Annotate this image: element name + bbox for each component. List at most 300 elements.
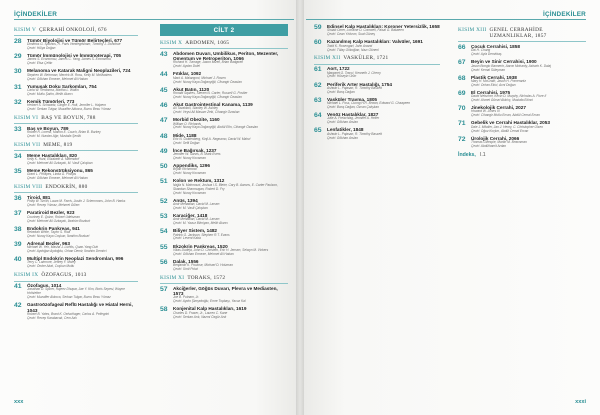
chapter-title: Fıtıklar, 1092 [173,71,202,77]
index-page: I.1 [479,151,486,158]
part-title: TORAKS, 1572 [187,274,226,281]
index-label: İndeks, [458,151,476,158]
chapter-authors: Amir Mehadian, David M. Larsen [173,217,220,222]
chapter-translator: Çeviri: Mutlu Şahin, Melih Akıncı [27,91,73,96]
part-label: KISIM V [14,27,37,33]
entry-body [173,117,288,130]
chapter-number: 38 [14,225,22,233]
part-heading [14,272,138,278]
chapter-translator: Çeviri: Gökhan Arslan [327,120,358,125]
part-title: GENEL CERRAHİDE UZMANLIKLAR, 1857 [489,27,547,40]
chapter-number: 60 [314,39,322,47]
chapter-number: 28 [14,37,22,45]
toc-entry [160,198,288,211]
chapter-translator: Çeviri: Efsa Çeltin [27,61,53,66]
entry-body [27,84,138,97]
chapter-title: Kolon ve Rektum, 1312 [173,178,225,184]
toc-entry [458,120,586,133]
chapter-title: Paratiroid Bezler, 923 [27,210,75,216]
toc-entry [458,44,586,57]
chapter-number: 66 [458,44,466,51]
part-label: KISIM XIII [458,27,487,33]
chapter-number: 63 [314,96,322,104]
chapter-title: Akut Batın, 1120 [173,86,210,92]
chapter-number: 69 [458,89,466,97]
book-gutter [296,0,304,415]
head-rule-left [14,19,294,20]
chapter-title: Adrenal Bezler, 963 [27,240,70,246]
chapter-translator: Çeviri: Aydoğan Aydoğdu, Orhan Demir, İbrahim Demirci [27,249,107,254]
chapter-number: 39 [14,240,22,248]
chapter-title: Akciğerler, Göğüs Duvarı, Plevra ve Mediasten, 1573 [173,285,278,297]
toc-entry [160,259,288,272]
chapter-number: 57 [160,285,168,293]
chapter-number: 55 [160,243,168,251]
toc-entry [14,256,138,269]
part-rule [14,281,138,282]
chapter-title: Lenfatikler, 1848 [327,127,364,133]
chapter-number: 70 [458,105,466,113]
chapter-translator: Çeviri: Recep Karabacak, Cem Azlı [27,315,77,320]
chapter-translator: Çeviri: Ahmet Gürsel Akkılıç, Mustafa Ekinci [471,98,533,103]
chapter-translator: Çeviri: Oğuz Koçkın, Abdül Cemal Ercan [471,128,529,133]
chapter-number: 72 [458,135,466,143]
chapter-title: Mide, 1188 [173,132,197,138]
chapter-title: Baş ve Boyun, 789 [27,125,69,131]
chapter-translator: Çeviri: Ayla Demirbaş [471,52,502,57]
chapter-number: 29 [14,53,22,61]
chapter-number: 47 [160,117,168,125]
chapter-authors: James S. Economou, James C. Yang, James S. Economou [27,57,111,62]
toc-entry [458,105,586,118]
chapter-authors: Shuab Omer, Lorraine D. Cornwell, Faisal G. Bakaeen [327,28,404,33]
toc-entry [160,87,288,100]
chapter-number: 36 [14,195,22,202]
part-label: KISIM XII [314,55,341,62]
entry-body [173,133,288,146]
chapter-authors: William O. Richards [173,121,201,126]
running-head-left: İÇİNDEKİLER [14,11,58,18]
chapter-title: Akut Gastrointestinal Kanama, 1139 [173,101,253,107]
chapter-title: Anüs, 1394 [173,197,198,203]
index-entry [458,152,586,158]
chapter-authors: Mary H. McGrath, Jason H. Pomerantz [471,78,526,83]
chapter-title: Endokrin Pankreas, 941 [27,225,80,231]
toc-entry [14,210,138,223]
chapter-translator: Çeviri: Nuray Kocaman [173,171,206,176]
chapter-translator: Çeviri: Nuray Kaya Coşkun, İbrahim Bozkurt [27,233,90,238]
entry-body [173,228,288,241]
chapter-authors: Ali Tavakkoli, Stanley W. Ashley [173,106,218,111]
chapter-number: 67 [458,59,466,67]
chapter-authors: Michael L. Foss, Cuong H.R. Brown, Edward G. Chaapeen [327,101,411,106]
chapter-authors: Howard W. Jones III [471,109,500,114]
chapter-authors: Richard H. Turnage, Jason Mizell, Brian Badgwell [173,60,243,65]
part-rule [314,64,440,65]
chapter-authors: Vikas Dudeja, John D. Christein, Eric H. Jensen, Selwyn M. Vickers [173,247,269,252]
chapter-title: İnce Bağırsak, 1237 [173,147,217,153]
chapter-title: Beyin ve Sinir Cerrahisi, 1900 [471,59,537,65]
chapter-number: 71 [458,120,466,128]
chapter-title: Konjenital Kalp Hastalıkları, 1619 [173,306,247,312]
toc-entry [314,24,440,37]
chapter-authors: Thomas Gillespie, Martin M. Brownman [471,140,527,145]
chapter-translator: Çeviri: Kemal Süleyman [471,67,506,72]
toc-entry [160,163,288,176]
entry-body [327,82,440,95]
toc-entry [458,136,586,149]
entry-body [27,302,138,320]
chapter-translator: Çeviri: Serkan Arık, Nazmi Özgür Arık [173,314,227,319]
entry-body [27,38,138,51]
entry-body [27,99,138,112]
toc-entry [14,38,138,51]
volume-banner: CİLT 2 [160,24,288,36]
chapter-translator: Çeviri: Aydan Dolel [173,64,200,69]
entry-body [471,105,586,118]
entry-body [173,259,288,272]
chapter-number: 64 [314,112,322,120]
chapter-authors: Herbert S. Schwartz, Ginger E. Holt, Jennifer L. Halpern [27,103,107,108]
toc-entry [14,153,138,166]
entry-body [173,286,288,304]
chapter-authors: Benjamin K. Poulose, Michael D. Holzman [173,263,233,268]
chapter-title: Özofagus, 1014 [27,283,62,289]
entry-body [173,148,288,161]
chapter-number: 56 [160,258,168,266]
entry-body [173,178,288,195]
toc-entry [160,117,288,130]
entry-body [27,53,138,66]
chapter-translator: Çeviri: Nuray Kaya Doğanyiğit, Cihangir Özaslan [173,79,242,84]
chapter-translator: Çeviri: Mehmet Ali Ozkayalı, İbrahim Bozkurt [27,218,91,223]
entry-body [173,306,288,319]
chapter-translator: Çeviri: Barış Dağan, Özcan Çalışkan [327,105,379,109]
chapter-title: Jinekolojik Cerrahi, 2027 [471,105,526,111]
chapter-title: Tiroid, 881 [27,195,51,200]
left-page-column-2 [160,24,288,322]
part-rule [14,123,138,124]
toc-entry [314,39,440,52]
part-rule [14,35,138,36]
chapter-authors: Ronald Squires, Steven N. Carter, Russell G. Postier [173,90,248,95]
chapter-authors: Mark A. Malangoni, Michael J. Rosen [173,75,226,80]
chapter-translator: Çeviri: Nuray Kocaman [173,190,206,195]
chapter-title: Edinsel Kalp Hastalıkları: Koroner Yetersizlik, 1658 [327,24,440,29]
chapter-number: 53 [160,212,168,220]
chapter-authors: Grant L. Phillipes, Linda G. Phillips [27,172,77,177]
part-rule [160,48,288,49]
chapter-title: Kazanılmış Kalp Hastalıkları: Valvüler, 1691 [327,39,423,45]
chapter-authors: Terry C. Lairmore, Jeffrey F. Moley [27,260,76,265]
chapter-translator: Çeviri: Recep Yılmaz, Mehmet Gülen [27,203,80,208]
chapter-authors: Najjia N. Mahmoud, Joshua I.S. Bleier, Cary B. Aarons, E. Carter Paulson, Skandan Shanmugan, Robert D. Fry [173,182,278,191]
chapter-translator: Çeviri: Gökhan Ermeze, Mehmet Ali Hakan [27,76,88,81]
chapter-translator: Çeviri: Hüseyin Ürün [327,74,357,79]
chapter-number: 31 [14,83,22,91]
toc-entry [160,286,288,304]
entry-body [173,87,288,100]
toc-entry [314,82,440,95]
toc-entry [160,71,288,84]
chapter-title: Appendiks, 1296 [173,163,210,169]
part-rule [458,41,586,42]
entry-body [173,198,288,211]
chapter-title: Karaciğer, 1418 [173,212,208,218]
chapter-number: 65 [314,127,322,135]
chapter-authors: Eric N. Goldenberg, Kinji A. Negnamo, David W. Mahvi [173,136,251,141]
entry-body [173,163,288,176]
chapter-authors: Jonathan D. Spicer, Rajeev Dhupar, Jae Y. Kim, Boris Sepesi, Wayne Hofstetter [27,287,125,296]
chapter-title: Vasküler Travma, 1805 [327,96,378,102]
entry-body [27,168,138,181]
part-title: MEME, 819 [43,142,73,148]
chapter-authors: Dai H. Chung [471,48,491,53]
toc-entry [458,59,586,72]
entry-body [173,102,288,115]
part-label: KISIM VI [14,115,39,122]
chapter-translator: Çeviri: Serkan Tulgar, Muzaffer Akkoca, Burcu Besu Yılmaz [27,107,111,112]
toc-entry [458,75,586,88]
entry-body [327,39,440,52]
chapter-translator: Çeviri: Veysi Ali Masum Zeki, Cihangir Özaslan [173,110,240,115]
toc-entry [14,53,138,66]
chapter-authors: Carla W. Verdonna, Martha L. Wallin [27,87,79,92]
right-page-column-2 [458,24,586,158]
chapter-title: Meme Rekonstrüksiyonu, 865 [27,168,93,174]
chapter-translator: Çeviri: Nuray Kocaman [173,156,206,161]
chapter-authors: Robert B. Yates, Brant K. Oelschlager, Carlos A. Pellegrini [27,311,109,316]
part-title: ÖZOFAGUS, 1013 [41,272,87,279]
chapter-translator: Çeviri: Hülya Doğan [27,46,56,50]
entry-body [27,195,138,208]
part-rule [14,192,138,193]
entry-body [327,97,440,110]
chapter-number: 58 [160,306,168,314]
chapter-title: Meme Hastalıkları, 820 [27,152,78,158]
part-heading [314,55,440,61]
entry-body [27,241,138,254]
part-title: ENDOKRİN, 880 [45,184,88,191]
chapter-number: 52 [160,197,168,205]
entry-body [471,90,586,103]
chapter-translator: Çeviri: Sefil Doğan [173,140,200,145]
chapter-authors: Bryan Richmond [173,167,197,172]
chapter-title: Venöz Hastalıklar, 1827 [327,112,379,118]
chapter-translator: Çeviri: Ümit Polat [173,267,198,272]
chapter-title: Melanoma ve Katarak Maligni Neoplazileri, 724 [27,68,131,74]
chapter-title: Multipl Endokrin Neoplazi Sendromları, 996 [27,256,124,262]
entry-body [471,44,586,57]
chapter-authors: Rebekah White, Taylor S. Riall [27,229,71,234]
chapter-number: 50 [160,163,168,171]
chapter-translator: Çeviri: Abdülhamit Ardan [471,143,507,148]
chapter-authors: Joe B. Putnam, Jr. [173,295,200,300]
toc-entry [160,306,288,319]
chapter-authors: Kelly K. Hunt, Elizabeth A. Mittendorf [27,157,80,162]
chapter-number: 49 [160,147,168,155]
chapter-number: 41 [14,283,22,291]
chapter-number: 40 [14,256,22,264]
part-title: ABDOMEN, 1065 [185,40,230,46]
entry-body [173,244,288,257]
toc-entry [14,226,138,239]
toc-entry [160,213,288,226]
part-heading [14,184,138,190]
chapter-authors: Courtney E. Quinn, Robert Udelsman [27,214,80,219]
toc-entry [14,302,138,320]
folio-left: xxx [14,399,24,405]
toc-entry [14,126,138,139]
toc-entry [314,112,440,125]
part-label: KISIM IX [14,272,39,279]
toc-entry [14,99,138,112]
chapter-translator: Çeviri: M. Yavuz Bilmiyan, Melih Akıncı [173,221,228,226]
toc-entry [160,244,288,257]
chapter-translator: Çeviri: Orhan Ekici, Avni Doğan [471,82,516,87]
chapter-number: 45 [160,86,168,94]
chapter-authors: Todd K. Rosengart, John Anand [327,43,373,48]
chapter-translator: Çeviri: Cihangir Mutlu Ercan, Abdül Cemal Ercan [471,113,540,118]
chapter-number: 42 [14,302,22,310]
chapter-translator: Çeviri: Ozan Yıldırım, Suat Güneş [327,32,375,37]
chapter-translator: Çeviri: Gökhan Ermeze, Mehmet Ali Hakan [27,176,88,181]
part-heading [458,27,586,39]
chapter-translator: Çeviri: Barış Dağan [327,89,355,94]
chapter-translator: Çeviri: Gökhan Ermeze, Mehmet Ali Hakan [173,251,234,256]
chapter-authors: Robert R. Lorenz, Marion E. Couch, Brian B. Burkey [27,130,101,135]
entry-body [173,71,288,84]
chapter-authors: Jason Bongio Bannerin, Aaron Mohanty, Ashwin K. Dalaj [471,63,551,68]
entry-body [173,213,288,226]
chapter-translator: Çeviri: Önder Akat, Coşkun Mutlu [27,264,75,269]
chapter-title: Çocuk Cerrahisi, 1858 [471,44,520,49]
right-page [300,0,600,415]
chapter-authors: Amir Mehadian, David M. Larsen [173,201,220,206]
chapter-title: Gebelik ve Cerrahi Hastalıklar, 2053 [471,120,550,126]
part-title: ÇERRAHİ ONKOLOJİ, 676 [39,27,107,33]
chapter-authors: Michael W. Yeh, Masha J. Livhits, Quan-Yang Duh [27,245,99,250]
chapter-number: 48 [160,132,168,140]
chapter-title: Gastroözofageal Reflü Hastalığı ve Hiatal Herni, 1043 [27,302,133,313]
running-head-right: İÇİNDEKİLER [542,11,586,18]
chapter-translator: Çeviri: M. Nurdan Ağır, Mustafa Şenlik [27,134,81,139]
part-heading [14,142,138,148]
chapter-title: Plastik Cerrahi, 1938 [471,74,517,80]
toc-entry [314,97,440,110]
chapter-translator: Çeviri: Levent Kaba [173,236,201,241]
toc-entry [314,127,440,140]
entry-body [471,136,586,149]
entry-body [27,283,138,300]
right-page-column-1 [314,24,440,143]
chapter-authors: Margaret G. Tracci, Kenneth J. Cherry [327,70,381,75]
toc-entry [14,68,138,81]
chapter-number: 51 [160,178,168,186]
part-heading [160,275,288,281]
entry-body [327,112,440,125]
part-label: KISIM VII [14,142,41,148]
chapter-authors: Dimitrios G. Spikhos, R. Paris Vendegrisham, Timothy J. Donohue [27,42,121,47]
part-heading [14,115,138,121]
chapter-title: Aort, 1722 [327,66,350,72]
entry-body [27,68,138,81]
toc-entry [160,102,288,115]
folio-right: xxxi [575,399,586,405]
chapter-translator: Çeviri: Gökhan Arslan [327,135,358,140]
chapter-authors: David Netscher, Kevin D. Murphy, Nicholas A. Fiore II [471,94,547,99]
part-title: BAŞ VE BOYUN, 788 [41,115,96,122]
chapter-authors: Julie A. Freischlag, Jennifer A. Heller [327,116,380,121]
chapter-number: 61 [314,66,322,74]
entry-body [173,51,288,69]
chapter-authors: Dale J. Mitaller, Jan J. Henry, C. Christopher Olsen [471,124,543,129]
entry-body [27,126,138,139]
chapter-number: 44 [160,71,168,79]
chapter-number: 34 [14,152,22,160]
chapter-title: Periferik Arter Hastalığı, 1754 [327,81,392,87]
chapter-translator: Çeviri: Nuray Kaya Doğanyiğit, Cihangir Özaslan [173,94,242,99]
toc-entry [160,228,288,241]
entry-body [327,66,440,79]
chapter-number: 68 [458,74,466,82]
toc-entry [160,51,288,69]
chapter-title: El Cerrahisi, 1975 [471,89,511,95]
entry-body [27,256,138,269]
part-heading [14,27,138,33]
chapter-title: Tümör Biyolojisi ve Tümör Belirteçleri, 677 [27,37,123,43]
part-label: KISIM XI [160,274,185,281]
entry-body [327,24,440,37]
toc-entry [160,133,288,146]
chapter-title: Biliyer Sistem, 1482 [173,228,218,234]
chapter-authors: Patrick G. Jackson, Stephen R.T. Evans [173,232,230,237]
toc-entry [14,168,138,181]
entry-body [27,226,138,239]
chapter-number: 62 [314,81,322,89]
toc-entry [160,178,288,195]
chapter-translator: Çeviri: Nuray Kaya Doğanyiğit, Abdül Etin, Cihangir Özaslan [173,125,258,130]
entry-body [27,210,138,223]
chapter-number: 35 [14,168,22,176]
chapter-number: 54 [160,228,168,236]
chapter-authors: Charles D. Fraser, Jr., Lauren C. Kane [173,310,228,315]
chapter-number: 59 [314,24,322,31]
head-rule-right [306,19,586,20]
chapter-translator: Çeviri: M. Vasfi Çalışkan [173,205,208,210]
toc-entry [160,148,288,161]
toc-entry [14,283,138,300]
chapter-translator: Çeviri: Muzaffer Akkoca, Serkan Tulgar, Burcu Besu Yılmaz [27,295,111,300]
chapter-title: Tümör İmmünolojisi ve İmmünoterapi, 705 [27,53,122,59]
chapter-title: Morbid Obezite, 1160 [173,117,220,123]
chapter-title: Ekzokrin Pankreas, 1520 [173,243,228,249]
chapter-title: Ürolojik Cerrahi, 2066 [471,135,520,141]
entry-body [327,127,440,140]
chapter-authors: Stephen W. Behrman, Merrick M. Ross, Kelly M. McMasters [27,72,112,77]
chapter-number: 33 [14,125,22,133]
toc-entry [458,90,586,103]
chapter-number: 46 [160,101,168,109]
part-label: KISIM X [160,40,183,46]
toc-entry [14,84,138,97]
chapter-number: 30 [14,68,22,76]
chapter-number: 37 [14,210,22,218]
part-rule [160,283,288,284]
part-rule [14,150,138,151]
part-heading [160,40,288,46]
chapter-authors: Jennifer W. Sarvis, B. Mark Evers [173,152,221,157]
